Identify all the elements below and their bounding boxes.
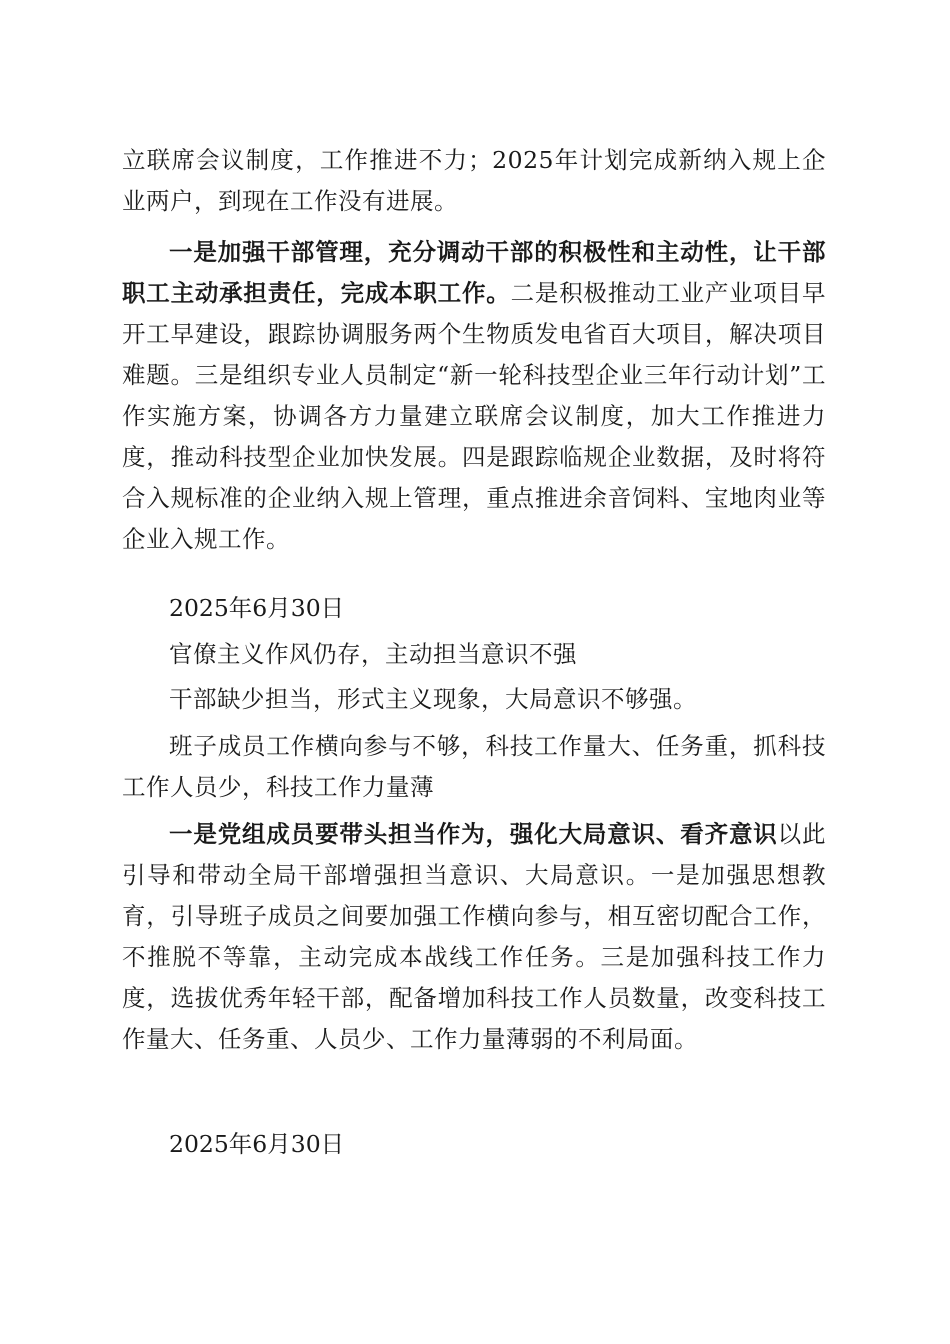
paragraph-text: 二是积极推动工业产业项目早开工早建设，跟踪协调服务两个生物质发电省百大项目，解决项目难题。三是组织专业人员制定“新一轮科技型企业三年行动计划”工作实施方案，协调各方力量建立联席会议制度，加大工作推进力度，推动科技型企业加快发展。四是跟踪临规企业数据，及时将符合入规标准的企业纳入规上管理，重点推进余音饲料、宝地肉业等企业入规工作。 [122,279,827,553]
paragraph-problem-2 [122,726,826,808]
paragraph-problem-1 [122,679,826,720]
paragraph-lead: 一是加强干部管理，充分调动干部的积极性和主动性，让干部职工主动承担责任，完成本职工作。 [122,238,826,307]
paragraph-measures-2 [122,814,826,1060]
paragraph-text: 立联席会议制度，工作推进不力；2025年计划完成新纳入规上企业两户，到现在工作没有进展。 [122,146,826,215]
paragraph-text: 干部缺少担当，形式主义现象，大局意识不够强。 [169,685,697,713]
date-line [169,1124,344,1165]
date-text: 2025年6月30日 [169,1130,345,1158]
paragraph-continuation [122,140,826,222]
paragraph-lead: 一是党组成员要带头担当作为，强化大局意识、看齐意识 [169,820,778,848]
paragraph-measures-1 [122,232,826,560]
date-text: 2025年6月30日 [169,594,345,622]
date-line [169,588,344,629]
paragraph-text: 以此引导和带动全局干部增强担当意识、大局意识。一是加强思想教育，引导班子成员之间要加强工作横向参与，相互密切配合工作，不推脱不等靠，主动完成本战线工作任务。三是加强科技工作力度，选拔优秀年轻干部，配备增加科技工作人员数量，改变科技工作量大、任务重、人员少、工作力量薄弱的不利局面。 [122,820,827,1053]
paragraph-problem-title [122,634,826,675]
paragraph-text: 官僚主义作风仍存，主动担当意识不强 [169,640,577,668]
paragraph-text: 班子成员工作横向参与不够，科技工作量大、任务重，抓科技工作人员少，科技工作力量薄 [122,732,826,801]
